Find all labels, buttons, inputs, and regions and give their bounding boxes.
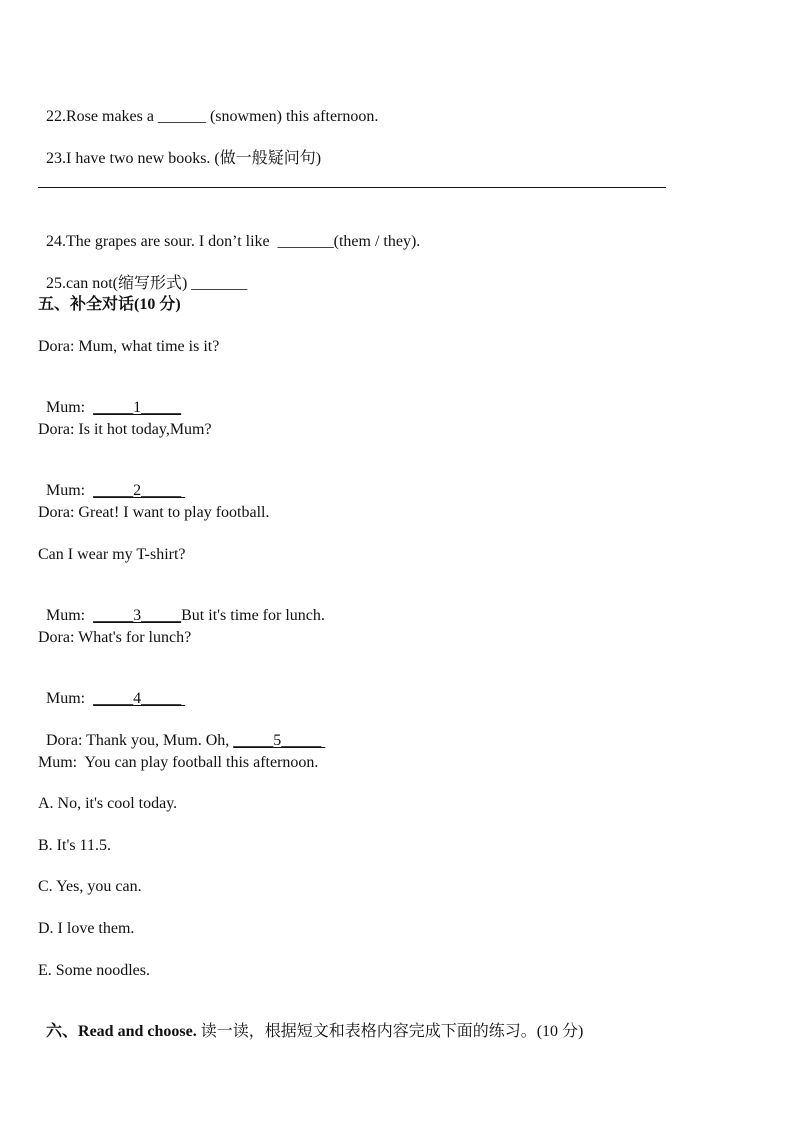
answer-line — [38, 187, 666, 188]
speaker-label: Mum: — [46, 690, 94, 707]
option-c: C. Yes, you can. — [38, 878, 142, 895]
dialogue-line — [38, 586, 325, 626]
option-d: D. I love them. — [38, 920, 135, 937]
speaker-label: Mum: — [46, 482, 94, 499]
question-text: can not(缩写形式) _______ — [66, 275, 248, 292]
section-6-title-chinese: 读一读，根据短文和表格内容完成下面的练习。(10 分) — [196, 1023, 584, 1040]
question-23 — [38, 129, 321, 169]
question-text: The grapes are sour. I don’t like _______(them / they). — [66, 233, 421, 250]
section-5-heading: 五、补全对话(10 分) — [38, 296, 181, 313]
section-6-title-english: Read and choose. — [78, 1023, 197, 1040]
dialogue-line: Mum: You can play football this afternoon. — [38, 754, 319, 771]
dialogue-text: But it's time for lunch. — [181, 607, 325, 624]
option-a: A. No, it's cool today. — [38, 795, 178, 812]
speaker-label: Dora: Thank you, Mum. Oh, — [46, 732, 234, 749]
answer-blank-5[interactable]: _____5_____ — [233, 732, 326, 749]
question-number: 25. — [46, 275, 66, 292]
question-number: 23. — [46, 150, 66, 167]
option-e: E. Some noodles. — [38, 962, 150, 979]
speaker-label: Mum: — [46, 399, 94, 416]
dialogue-line — [38, 461, 185, 501]
section-6-prefix: 六、 — [46, 1023, 79, 1040]
dialogue-line: Dora: Is it hot today,Mum? — [38, 421, 212, 438]
dialogue-line — [38, 669, 185, 709]
dialogue-line — [38, 378, 181, 418]
question-25 — [38, 254, 247, 294]
answer-blank-1[interactable]: _____1_____ — [93, 399, 182, 416]
question-number: 24. — [46, 233, 66, 250]
answer-blank-2[interactable]: _____2_____ — [93, 482, 186, 499]
question-24 — [38, 212, 420, 252]
dialogue-line: Dora: Great! I want to play football. — [38, 504, 270, 521]
dialogue-line — [38, 711, 325, 751]
section-6-heading — [38, 1002, 583, 1042]
answer-blank-4[interactable]: _____4_____ — [93, 690, 186, 707]
speaker-label: Mum: — [46, 607, 94, 624]
option-b: B. It's 11.5. — [38, 837, 111, 854]
dialogue-line: Dora: What's for lunch? — [38, 629, 192, 646]
dialogue-line: Can I wear my T-shirt? — [38, 546, 186, 563]
question-22 — [38, 87, 378, 127]
question-text: Rose makes a ______ (snowmen) this afternoon. — [66, 108, 379, 125]
answer-blank-3[interactable]: _____3_____ — [93, 607, 182, 624]
question-text: I have two new books. (做一般疑问句) — [66, 150, 322, 167]
question-number: 22. — [46, 108, 66, 125]
dialogue-line: Dora: Mum, what time is it? — [38, 338, 220, 355]
